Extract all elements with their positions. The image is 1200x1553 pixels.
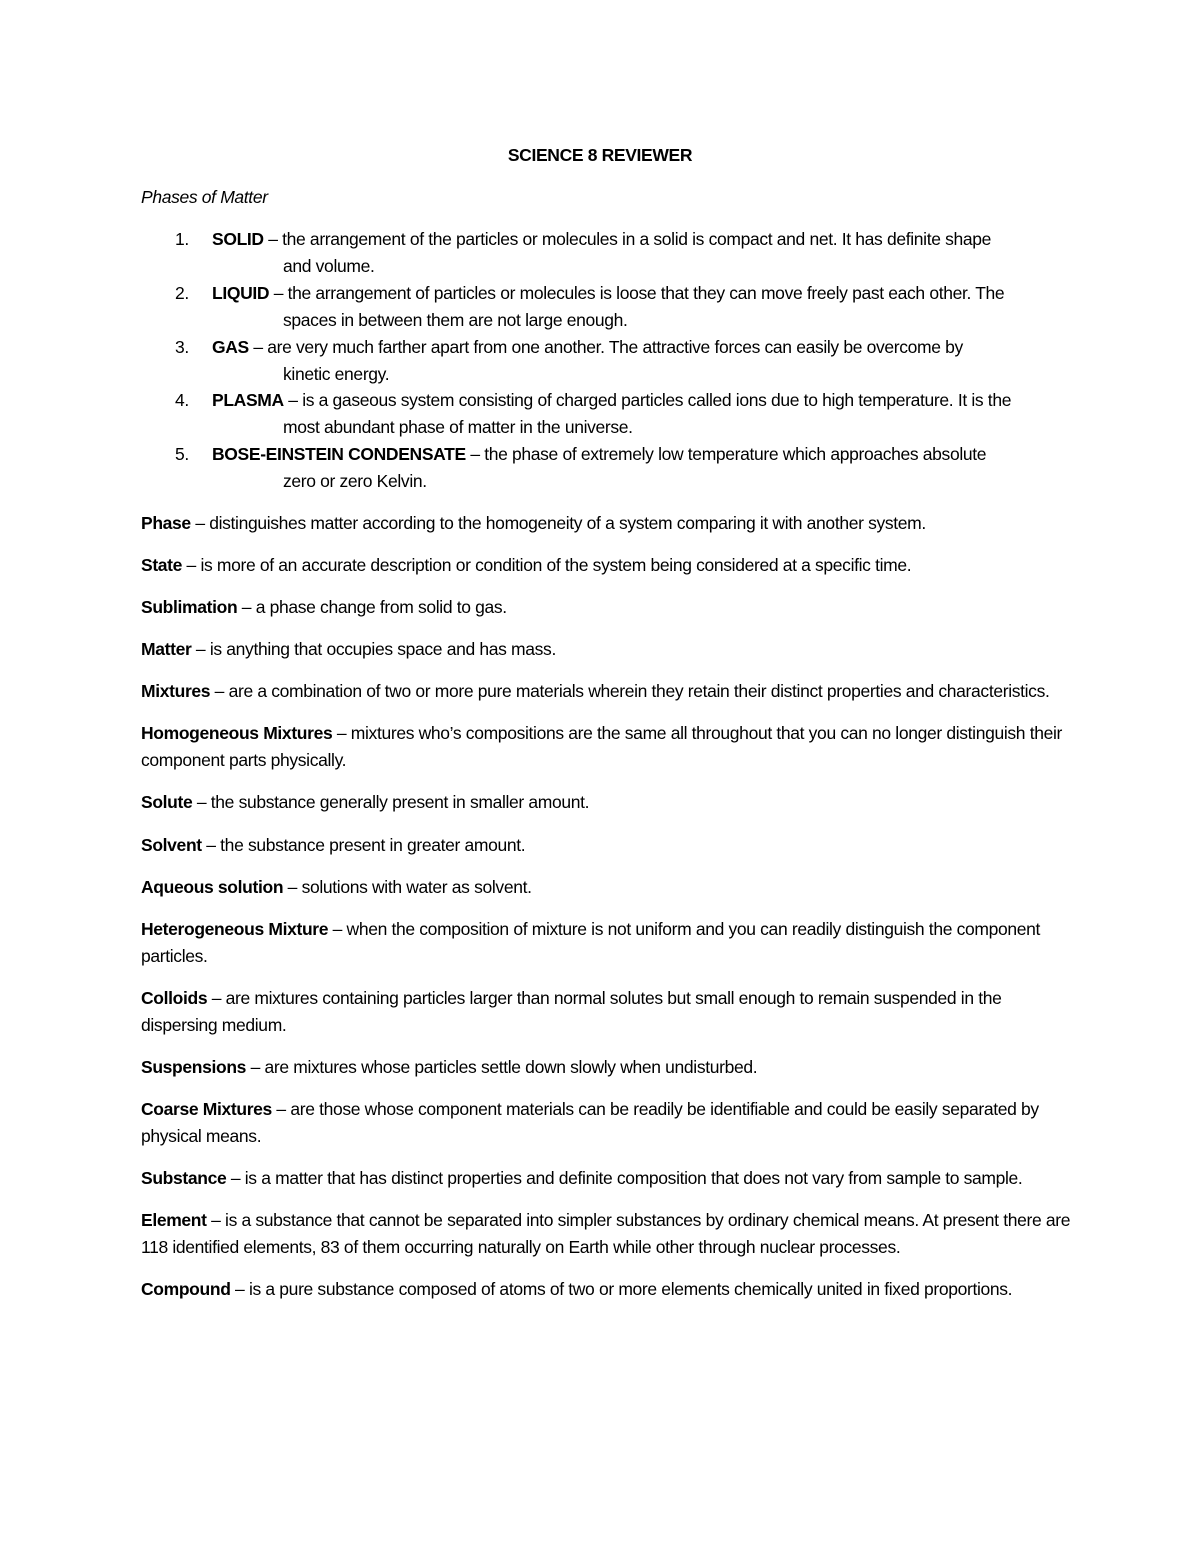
definition-term: Solute	[141, 792, 193, 813]
definition-paragraph	[141, 678, 1071, 705]
definition-term: Sublimation	[141, 597, 238, 618]
section-subtitle: Phases of Matter	[141, 187, 268, 207]
phase-description	[212, 441, 1072, 495]
phase-definition: – are very much farther apart from one another. The attractive forces can easily be overcome by	[248, 336, 963, 357]
definition-term: Element	[141, 1209, 207, 1230]
list-number: 1.	[175, 229, 189, 249]
definition-term: Colloids	[141, 987, 208, 1008]
definitions-list	[141, 510, 1071, 1318]
phase-definition-continued: zero or zero Kelvin.	[283, 471, 427, 492]
list-number: 3.	[175, 336, 189, 357]
definition-term: Heterogeneous Mixture	[141, 918, 329, 939]
document-title: SCIENCE 8 REVIEWER	[507, 145, 693, 165]
definition-text: – distinguishes matter according to the homogeneity of a system comparing it with another system.	[190, 513, 926, 533]
definition-paragraph	[141, 916, 1071, 970]
definition-paragraph	[141, 720, 1071, 774]
definition-term: Compound	[141, 1278, 231, 1299]
list-number: 4.	[175, 390, 189, 411]
definition-paragraph	[141, 789, 1071, 816]
definition-paragraph	[141, 1207, 1071, 1261]
definition-text: – are a combination of two or more pure materials wherein they retain their distinct properties and characteristics.	[210, 681, 1050, 702]
definition-term: Homogeneous Mixtures	[141, 723, 333, 744]
definition-text: – solutions with water as solvent.	[283, 876, 532, 897]
definition-text: – are mixtures whose particles settle down slowly when undisturbed.	[246, 1056, 758, 1077]
phase-term: PLASMA	[212, 390, 284, 411]
definition-term: Aqueous solution	[141, 876, 284, 897]
phase-definition: – the arrangement of the particles or molecules in a solid is compact and net. It has definite shape	[263, 229, 992, 249]
phase-item	[0, 334, 1200, 388]
definition-term: State	[141, 555, 183, 576]
definition-paragraph	[141, 552, 1071, 579]
definition-text: – mixtures who’s compositions are the same all throughout that you can no longer distinguish their component parts physically.	[141, 723, 1062, 771]
definition-text: – are mixtures containing particles larger than normal solutes but small enough to remain suspended in the dispersing medium.	[141, 987, 1002, 1035]
definition-paragraph	[141, 510, 1071, 537]
definition-term: Coarse Mixtures	[141, 1098, 272, 1119]
phase-term: GAS	[212, 336, 249, 357]
phase-definition: – the phase of extremely low temperature which approaches absolute	[465, 444, 987, 465]
phase-description	[212, 226, 1072, 280]
definition-paragraph	[141, 636, 1071, 663]
phases-list	[0, 226, 1200, 495]
phase-description	[212, 387, 1072, 441]
phase-term: SOLID	[212, 229, 264, 249]
definition-term: Matter	[141, 639, 192, 660]
phase-item	[0, 280, 1200, 334]
phase-definition-continued: spaces in between them are not large enough.	[283, 309, 628, 330]
phase-item	[0, 226, 1200, 280]
definition-text: – is a pure substance composed of atoms of two or more elements chemically united in fixed proportions.	[230, 1278, 1013, 1299]
phase-definition-continued: most abundant phase of matter in the universe.	[283, 417, 633, 438]
definition-paragraph	[141, 1165, 1071, 1192]
phase-item	[0, 441, 1200, 495]
definition-text: – is anything that occupies space and has mass.	[191, 639, 556, 660]
definition-paragraph	[141, 985, 1071, 1039]
definition-term: Substance	[141, 1167, 227, 1188]
definition-text: – the substance present in greater amount.	[201, 834, 526, 855]
definition-term: Phase	[141, 513, 191, 533]
definition-paragraph	[141, 1054, 1071, 1081]
definition-term: Mixtures	[141, 681, 211, 702]
definition-text: – is more of an accurate description or condition of the system being considered at a specific time.	[182, 555, 912, 576]
phase-item	[0, 387, 1200, 441]
definition-text: – the substance generally present in smaller amount.	[192, 792, 590, 813]
definition-term: Suspensions	[141, 1056, 247, 1077]
phase-description	[212, 280, 1072, 334]
phase-term: LIQUID	[212, 282, 270, 303]
definition-text: – is a matter that has distinct properties and definite composition that does not vary from sample to sample.	[226, 1167, 1023, 1188]
definition-paragraph	[141, 832, 1071, 859]
definition-paragraph	[141, 1276, 1071, 1303]
phase-definition-continued: kinetic energy.	[283, 363, 390, 384]
definition-term: Solvent	[141, 834, 202, 855]
definition-text: – when the composition of mixture is not uniform and you can readily distinguish the component particles.	[141, 918, 1041, 966]
phase-description	[212, 334, 1072, 388]
definition-text: – are those whose component materials can be readily be identifiable and could be easily separated by physical means.	[141, 1098, 1039, 1146]
phase-definition: – the arrangement of particles or molecules is loose that they can move freely past each other. The	[269, 282, 1005, 303]
phase-term: BOSE-EINSTEIN CONDENSATE	[212, 444, 466, 465]
definition-paragraph	[141, 1096, 1071, 1150]
phase-definition: – is a gaseous system consisting of charged particles called ions due to high temperature. It is the	[283, 390, 1012, 411]
list-number: 2.	[175, 282, 189, 303]
list-number: 5.	[175, 444, 189, 465]
definition-text: – a phase change from solid to gas.	[237, 597, 507, 618]
phase-definition-continued: and volume.	[283, 255, 375, 276]
definition-paragraph	[141, 594, 1071, 621]
definition-text: – is a substance that cannot be separated into simpler substances by ordinary chemical means. At present there are 118 identified elements, 83 of them occurring naturally on Earth while other through nuclear processes.	[141, 1209, 1071, 1257]
definition-paragraph	[141, 874, 1071, 901]
